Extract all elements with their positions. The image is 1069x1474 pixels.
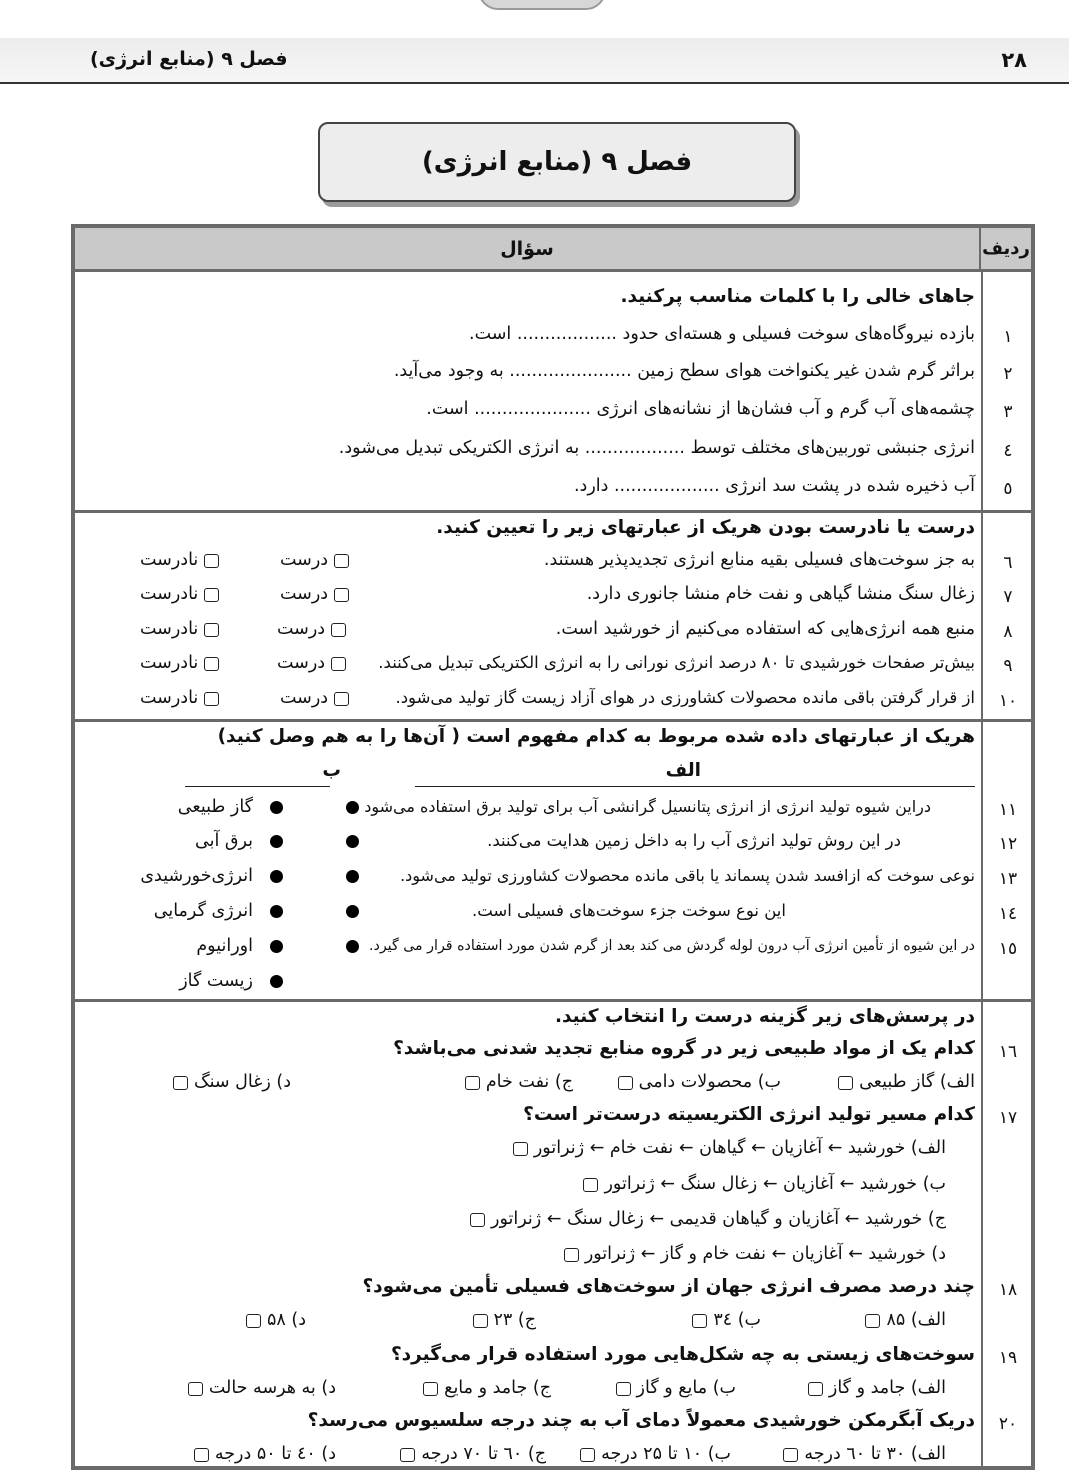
- checkbox-icon[interactable]: [465, 1076, 480, 1090]
- mc-option[interactable]: ج) خورشید ← آغازیان و گیاهان قدیمی ← زغال سنگ ← ژنراتور: [470, 1211, 946, 1229]
- mc-option[interactable]: الف) جامد و گاز: [808, 1380, 946, 1398]
- item-number: ۲۰: [998, 1414, 1018, 1434]
- false-option[interactable]: نادرست: [140, 552, 219, 570]
- mc-question: کدام یک از مواد طبیعی زیر در گروه منابع تجدید شدنی می‌باشد؟: [393, 1038, 975, 1059]
- checkbox-icon[interactable]: [470, 1213, 485, 1227]
- column-a-label: الف: [665, 760, 701, 781]
- true-false-statement: زغال سنگ منشا گیاهی و نفت خام منشا جانوری دارد.: [586, 584, 975, 604]
- fill-blank-item: انرژی جنبشی توربین‌های مختلف توسط .................. به انرژی الکتریکی تبدیل می‌شود.: [338, 438, 975, 458]
- match-dot-b[interactable]: [270, 835, 283, 848]
- section-divider: [75, 510, 1031, 513]
- section-divider: [75, 719, 1031, 722]
- mc-option[interactable]: د) ۵۸: [246, 1312, 306, 1330]
- match-option: اورانیوم: [196, 936, 253, 956]
- match-dot-a[interactable]: [346, 835, 359, 848]
- match-statement: این نوع سوخت جزء سوخت‌های فسیلی است.: [471, 901, 786, 920]
- checkbox-icon[interactable]: [204, 692, 219, 706]
- match-dot-b[interactable]: [270, 905, 283, 918]
- match-dot-a[interactable]: [346, 870, 359, 883]
- mc-option[interactable]: الف) خورشید ← آغازیان ← گیاهان ← نفت خام ← ژنراتور: [513, 1140, 946, 1158]
- true-false-statement: منبع همه انرژی‌هایی که استفاده می‌کنیم از خورشید است.: [555, 619, 975, 639]
- checkbox-icon[interactable]: [204, 623, 219, 637]
- match-dot-a[interactable]: [346, 940, 359, 953]
- mc-question: سوخت‌های زیستی به چه شکل‌هایی مورد استفاده قرار می‌گیرد؟: [390, 1344, 975, 1365]
- table-header: [75, 228, 1031, 272]
- mc-question: کدام مسیر تولید انرژی الکتریسیته درست‌تر است؟: [523, 1104, 975, 1125]
- item-number: ۱٥: [998, 939, 1018, 959]
- section-divider: [75, 999, 1031, 1002]
- mc-option[interactable]: الف) ۳۰ تا ٦۰ درجه: [783, 1446, 946, 1464]
- true-false-statement: بیش‌تر صفحات خورشیدی تا ۸۰ درصد انرژی نورانی را به انرژی الکتریکی تبدیل می‌کنند.: [378, 653, 975, 672]
- checkbox-icon[interactable]: [580, 1448, 595, 1462]
- header-number-col: ردیف: [979, 228, 1031, 269]
- item-number: ۱: [1003, 327, 1013, 347]
- item-number: ٤: [1003, 441, 1013, 461]
- item-number: ۱۲: [998, 834, 1018, 854]
- item-number: ۱٦: [998, 1042, 1018, 1062]
- match-option: زیست گاز: [179, 971, 253, 991]
- section3-instruction: هریک از عبارتهای داده شده مربوط به کدام مفهوم است ( آن‌ها را به هم وصل کنید): [217, 726, 975, 747]
- mc-option[interactable]: د) ٤۰ تا ۵۰ درجه: [194, 1446, 336, 1464]
- header-chapter-title: فصل ۹ (منابع انرژی): [90, 48, 288, 70]
- true-option[interactable]: درست: [277, 655, 346, 673]
- checkbox-icon[interactable]: [808, 1382, 823, 1396]
- item-number: ٨: [1003, 622, 1013, 642]
- true-false-statement: به جز سوخت‌های فسیلی بقیه منابع انرژی تجدیدپذیر هستند.: [543, 550, 975, 570]
- mc-option[interactable]: ب) خورشید ← آغازیان ← زغال سنگ ← ژنراتور: [583, 1176, 946, 1194]
- false-option[interactable]: نادرست: [140, 655, 219, 673]
- match-option: گاز طبیعی: [177, 797, 253, 817]
- section1-instruction: جاهای خالی را با کلمات مناسب پرکنید.: [620, 286, 975, 307]
- item-number: ٦: [1003, 553, 1013, 573]
- mc-option[interactable]: ب) محصولات دامی: [618, 1074, 781, 1092]
- mc-option[interactable]: ج) ٦۰ تا ۷۰ درجه: [400, 1446, 546, 1464]
- item-number: ٥: [1003, 479, 1013, 499]
- column-a-underline: [415, 786, 975, 787]
- header-question-col: سؤال: [500, 237, 554, 260]
- checkbox-icon[interactable]: [616, 1382, 631, 1396]
- mc-option[interactable]: د) خورشید ← آغازیان ← نفت خام و گاز ← ژنراتور: [564, 1246, 946, 1264]
- page-number: ۲۸: [1001, 48, 1027, 72]
- match-dot-b[interactable]: [270, 940, 283, 953]
- mc-option[interactable]: الف) گاز طبیعی: [838, 1074, 975, 1092]
- match-dot-a[interactable]: [346, 905, 359, 918]
- mc-option[interactable]: ج) ۲۳: [473, 1312, 537, 1330]
- column-b-underline: [185, 786, 330, 787]
- item-number: ۱۰: [998, 691, 1018, 711]
- true-false-statement: از قرار گرفتن باقی مانده محصولات کشاورزی در هوای آزاد زیست گاز تولید می‌شود.: [395, 688, 975, 707]
- checkbox-icon[interactable]: [400, 1448, 415, 1462]
- mc-option[interactable]: د) زغال سنگ: [173, 1074, 291, 1092]
- chapter-title: فصل ۹ (منابع انرژی): [421, 147, 693, 177]
- chapter-title-box: [318, 122, 796, 202]
- checkbox-icon[interactable]: [204, 588, 219, 602]
- checkbox-icon[interactable]: [618, 1076, 633, 1090]
- true-option[interactable]: درست: [280, 552, 349, 570]
- section2-instruction: درست یا نادرست بودن هریک از عبارتهای زیر را تعیین کنید.: [436, 517, 975, 538]
- mc-option[interactable]: الف) ۸۵: [865, 1312, 946, 1330]
- match-option: انرژی گرمایی: [153, 901, 253, 921]
- fill-blank-item: چشمه‌های آب گرم و آب فشان‌ها از نشانه‌های انرژی ..................... است.: [426, 399, 975, 419]
- fill-blank-item: آب ذخیره شده در پشت سد انرژی ................... دارد.: [573, 476, 975, 496]
- item-number: ۱۹: [998, 1348, 1018, 1368]
- mc-option[interactable]: ب) ۱۰ تا ۲۵ درجه: [580, 1446, 731, 1464]
- checkbox-icon[interactable]: [583, 1178, 598, 1192]
- checkbox-icon[interactable]: [334, 692, 349, 706]
- checkbox-icon[interactable]: [204, 657, 219, 671]
- item-number: ٩: [1003, 656, 1013, 676]
- match-option: برق آبی: [195, 831, 253, 851]
- true-option[interactable]: درست: [277, 621, 346, 639]
- fill-blank-item: بازده نیروگاه‌های سوخت فسیلی و هسته‌ای حدود .................. است.: [469, 324, 975, 344]
- fill-blank-item: براثر گرم شدن غیر یکنواخت هوای سطح زمین ...................... به وجود می‌آید.: [393, 361, 975, 381]
- column-divider: [981, 272, 983, 1470]
- question-table: [71, 224, 1035, 1470]
- checkbox-icon[interactable]: [838, 1076, 853, 1090]
- checkbox-icon[interactable]: [473, 1314, 488, 1328]
- mc-option[interactable]: ج) جامد و مایع: [423, 1380, 551, 1398]
- item-number: ۳: [1003, 402, 1013, 422]
- checkbox-icon[interactable]: [246, 1314, 261, 1328]
- checkbox-icon[interactable]: [692, 1314, 707, 1328]
- match-dot-b[interactable]: [270, 975, 283, 988]
- false-option[interactable]: نادرست: [140, 690, 219, 708]
- top-tab-decoration: [478, 0, 606, 10]
- match-statement: در این شیوه از تأمین انرژی آب درون لوله گردش می کند بعد از گرم شدن مورد استفاده قرار می گیرد.: [369, 938, 975, 954]
- checkbox-icon[interactable]: [194, 1448, 209, 1462]
- checkbox-icon[interactable]: [865, 1314, 880, 1328]
- item-number: ۱۷: [998, 1108, 1018, 1128]
- false-option[interactable]: نادرست: [140, 586, 219, 604]
- checkbox-icon[interactable]: [331, 657, 346, 671]
- checkbox-icon[interactable]: [334, 554, 349, 568]
- match-statement: در این روش تولید انرژی آب را به داخل زمین هدایت می‌کنند.: [487, 831, 901, 850]
- match-dot-b[interactable]: [270, 801, 283, 814]
- mc-question: دریک آبگرمکن خورشیدی معمولاً دمای آب به چند درجه سلسیوس می‌رسد؟: [307, 1410, 975, 1431]
- mc-question: چند درصد مصرف انرژی جهان از سوخت‌های فسیلی تأمین می‌شود؟: [362, 1276, 975, 1297]
- checkbox-icon[interactable]: [188, 1382, 203, 1396]
- column-b-label: ب: [322, 760, 341, 781]
- checkbox-icon[interactable]: [331, 623, 346, 637]
- checkbox-icon[interactable]: [423, 1382, 438, 1396]
- item-number: ۱۸: [998, 1280, 1018, 1300]
- false-option[interactable]: نادرست: [140, 621, 219, 639]
- mc-option[interactable]: ج) نفت خام: [465, 1074, 573, 1092]
- match-dot-b[interactable]: [270, 870, 283, 883]
- match-dot-a[interactable]: [346, 801, 359, 814]
- item-number: ۱۱: [998, 800, 1018, 820]
- checkbox-icon[interactable]: [204, 554, 219, 568]
- mc-option[interactable]: ب) مایع و گاز: [616, 1380, 736, 1398]
- item-number: ۱۳: [998, 869, 1018, 889]
- item-number: ۲: [1003, 364, 1013, 384]
- match-statement: نوعی سوخت که ازافسد شدن پسماند یا باقی مانده محصولات کشاورزی تولید می‌شود.: [400, 866, 975, 885]
- checkbox-icon[interactable]: [334, 588, 349, 602]
- item-number: ٧: [1003, 587, 1013, 607]
- section4-instruction: در پرسش‌های زیر گزینه درست را انتخاب کنید.: [554, 1006, 975, 1027]
- match-statement: دراین شیوه تولید انرژی از انرژی پتانسیل گرانشی آب برای تولید برق استفاده می‌شود: [364, 797, 931, 816]
- page-header: [0, 38, 1069, 84]
- checkbox-icon[interactable]: [783, 1448, 798, 1462]
- mc-option[interactable]: د) به هرسه حالت: [188, 1380, 336, 1398]
- true-option[interactable]: درست: [280, 586, 349, 604]
- true-option[interactable]: درست: [280, 690, 349, 708]
- item-number: ۱٤: [998, 904, 1018, 924]
- checkbox-icon[interactable]: [513, 1142, 528, 1156]
- mc-option[interactable]: ب) ۳٤: [692, 1312, 761, 1330]
- checkbox-icon[interactable]: [564, 1248, 579, 1262]
- match-option: انرژی‌خورشیدی: [140, 866, 253, 886]
- checkbox-icon[interactable]: [173, 1076, 188, 1090]
